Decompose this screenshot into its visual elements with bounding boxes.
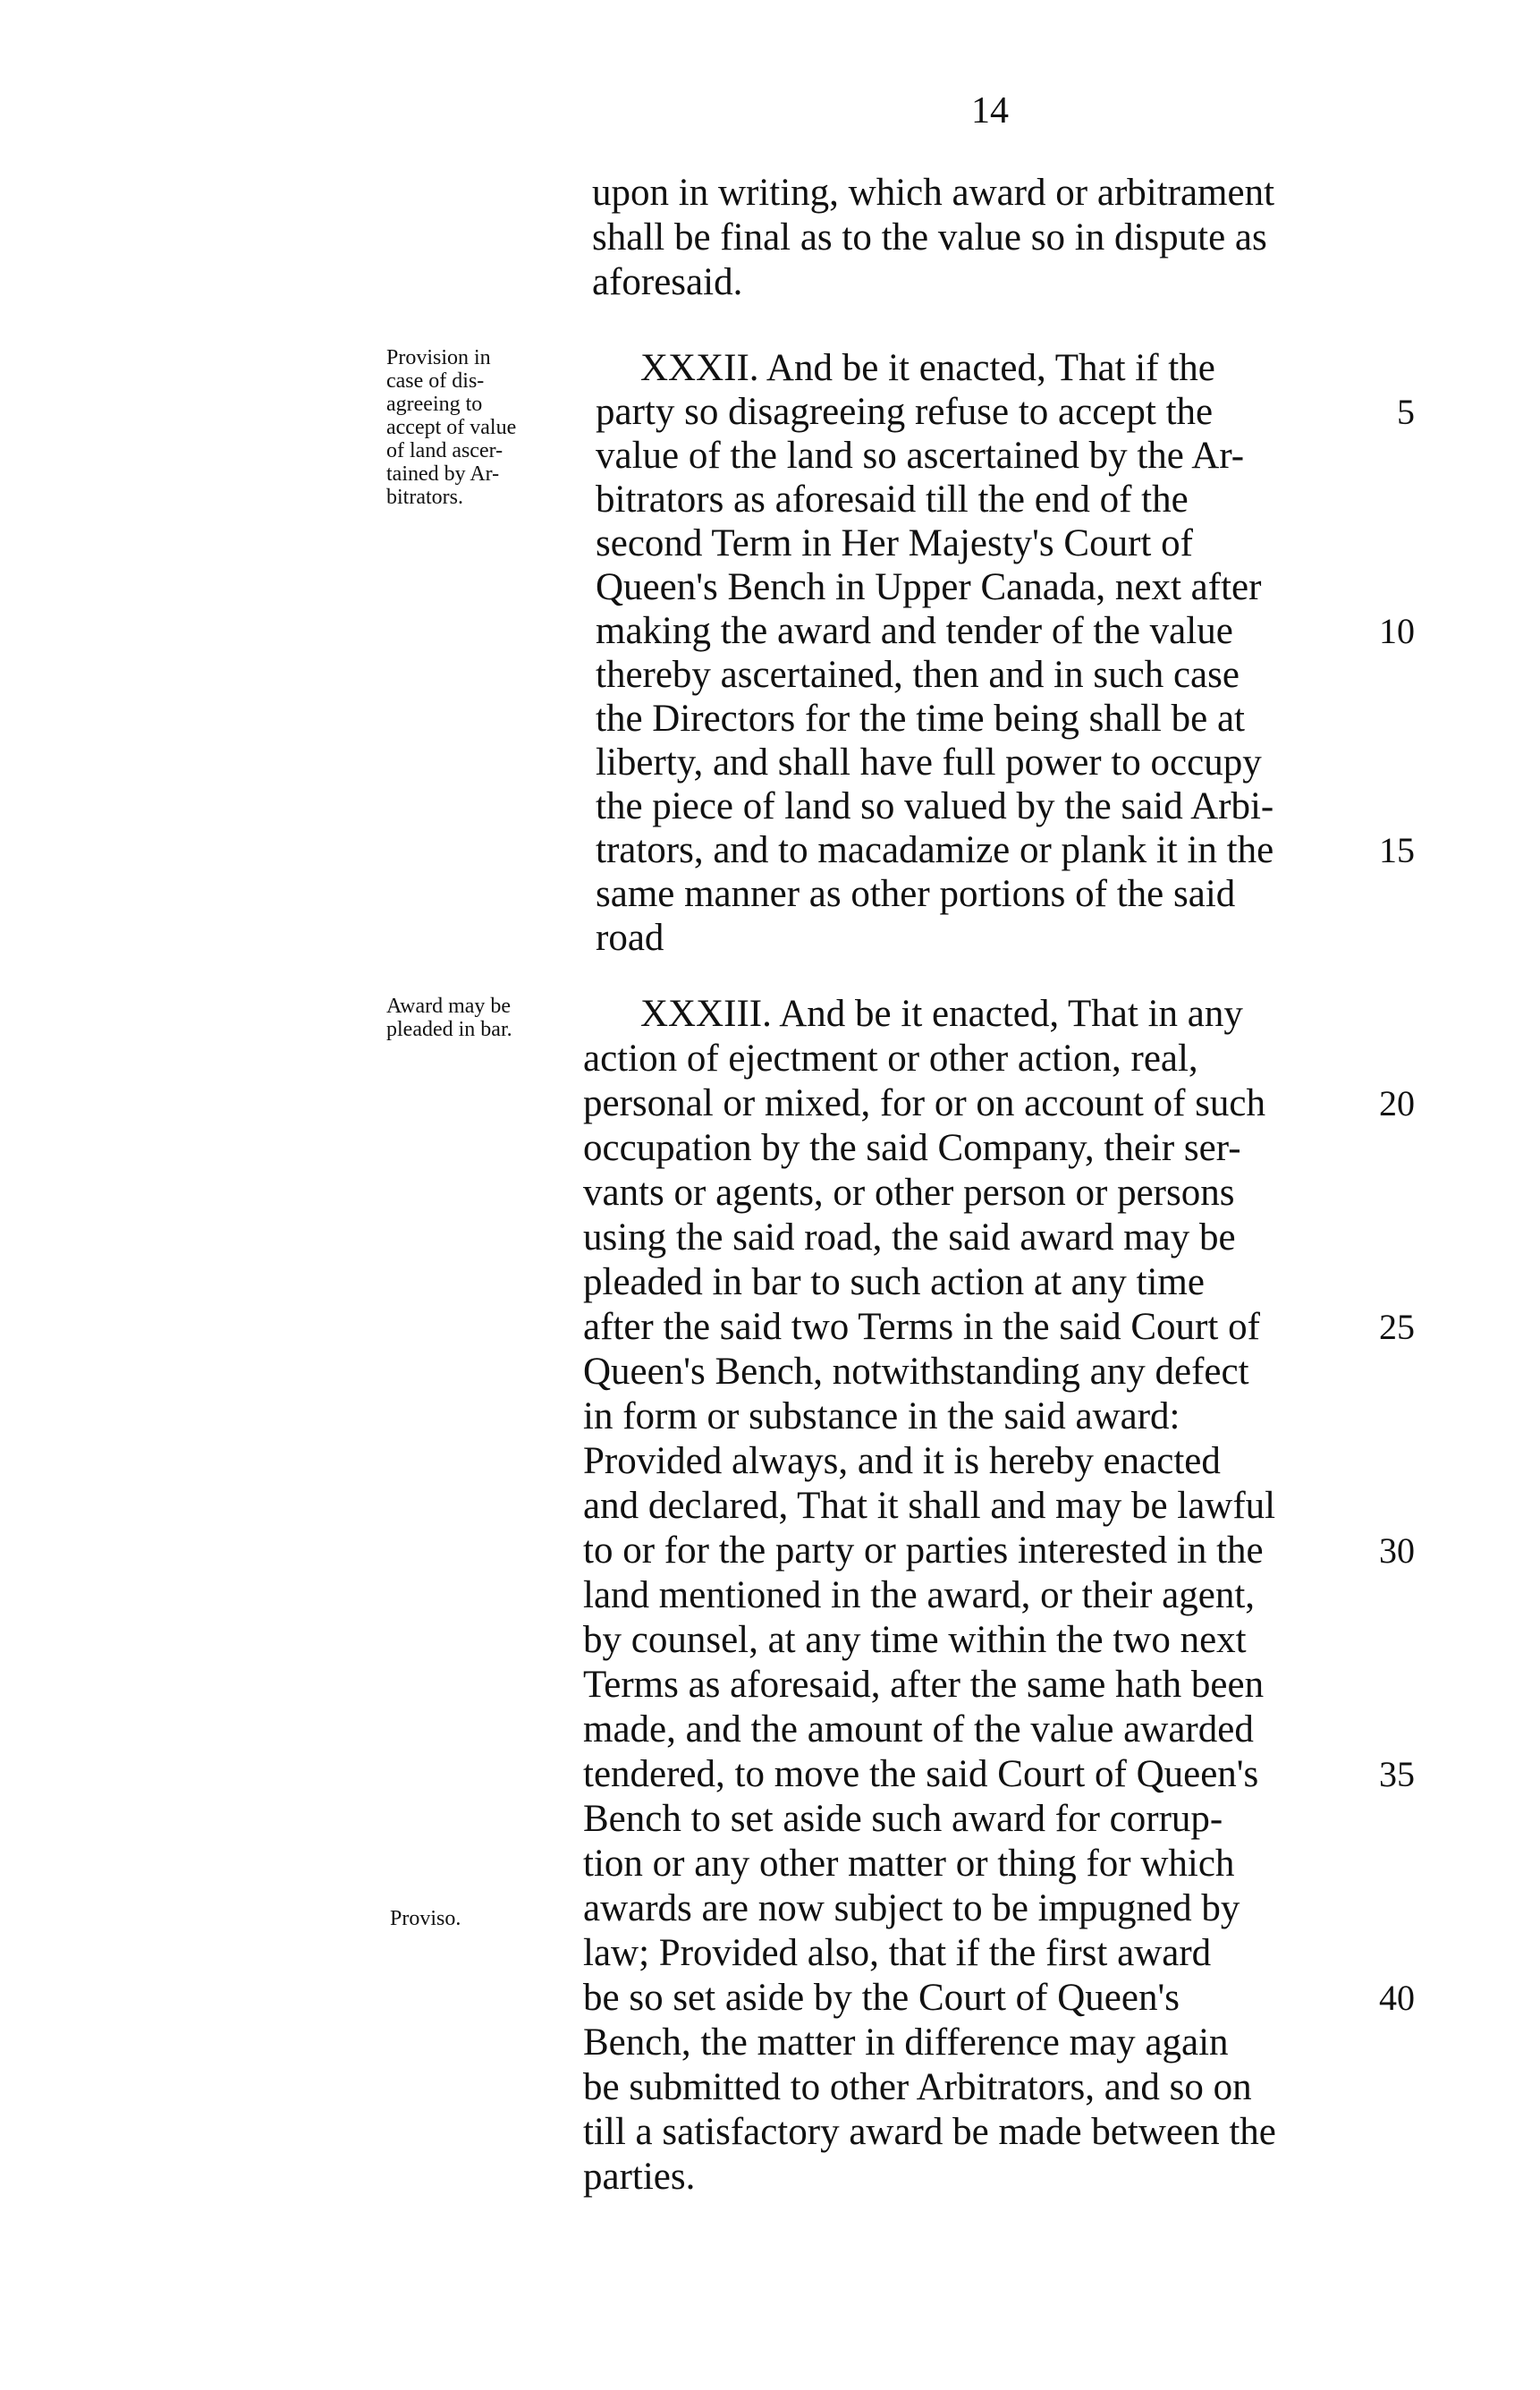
margin-note: Award may be xyxy=(386,995,512,1018)
line-number: 30 xyxy=(1379,1530,1415,1571)
body-line: pleaded in bar to such action at any time xyxy=(583,1261,1205,1303)
body-line: Terms as aforesaid, after the same hath been xyxy=(583,1664,1265,1706)
body-line: the piece of land so valued by the said Arbi- xyxy=(596,785,1274,827)
body-line: Bench, the matter in difference may again xyxy=(583,2021,1229,2064)
body-line: occupation by the said Company, their ser- xyxy=(583,1127,1241,1169)
margin-note: of land ascer- xyxy=(386,439,503,462)
body-line: making the award and tender of the value xyxy=(596,610,1233,652)
body-line: bitrators as aforesaid till the end of the xyxy=(596,479,1189,521)
body-line: aforesaid. xyxy=(592,261,743,303)
body-line: using the said road, the said award may be xyxy=(583,1216,1236,1259)
body-line: and declared, That it shall and may be lawful xyxy=(583,1485,1276,1527)
body-line: by counsel, at any time within the two next xyxy=(583,1619,1247,1661)
body-line: action of ejectment or other action, real, xyxy=(583,1038,1198,1080)
margin-note: accept of value xyxy=(386,416,517,439)
body-line: party so disagreeing refuse to accept the xyxy=(596,391,1214,433)
body-line: be so set aside by the Court of Queen's xyxy=(583,1977,1180,2019)
margin-note: bitrators. xyxy=(386,486,463,509)
section-heading-xxxii: XXXII. And be it enacted, That if the xyxy=(640,347,1215,389)
body-line: value of the land so ascertained by the Ar- xyxy=(596,435,1245,477)
line-number: 35 xyxy=(1379,1754,1415,1794)
body-line: trators, and to macadamize or plank it in the xyxy=(596,829,1274,871)
body-line: tion or any other matter or thing for which xyxy=(583,1843,1235,1885)
body-line: tendered, to move the said Court of Queen's xyxy=(583,1753,1259,1795)
margin-note: Proviso. xyxy=(390,1907,461,1930)
body-line: till a satisfactory award be made between the xyxy=(583,2111,1276,2153)
section-heading-xxxiii: XXXIII. And be it enacted, That in any xyxy=(640,993,1243,1035)
body-line: awards are now subject to be impugned by xyxy=(583,1887,1240,1929)
body-line: liberty, and shall have full power to occupy xyxy=(596,742,1262,784)
margin-note: tained by Ar- xyxy=(386,462,500,486)
line-number: 40 xyxy=(1379,1978,1415,2018)
line-number: 5 xyxy=(1397,392,1415,432)
body-line: personal or mixed, for or on account of such xyxy=(583,1082,1266,1124)
body-line: Provided always, and it is hereby enacted xyxy=(583,1440,1221,1482)
line-number: 20 xyxy=(1379,1083,1415,1123)
line-number: 10 xyxy=(1379,611,1415,651)
body-line: vants or agents, or other person or persons xyxy=(583,1172,1235,1214)
margin-note: pleaded in bar. xyxy=(386,1018,512,1041)
margin-note: Provision in xyxy=(386,346,491,369)
body-line: thereby ascertained, then and in such case xyxy=(596,654,1240,696)
body-line: road xyxy=(596,917,664,959)
line-number: 15 xyxy=(1379,830,1415,870)
body-line: Queen's Bench, notwithstanding any defect xyxy=(583,1351,1249,1393)
body-line: same manner as other portions of the said xyxy=(596,873,1236,915)
body-line: upon in writing, which award or arbitrament xyxy=(592,172,1275,214)
body-line: to or for the party or parties interested in the xyxy=(583,1530,1264,1572)
body-line: Queen's Bench in Upper Canada, next after xyxy=(596,566,1262,608)
line-number: 25 xyxy=(1379,1307,1415,1347)
body-line: law; Provided also, that if the first award xyxy=(583,1932,1212,1974)
body-line: Bench to set aside such award for corrup- xyxy=(583,1798,1223,1840)
body-line: land mentioned in the award, or their agent, xyxy=(583,1574,1256,1616)
body-line: the Directors for the time being shall be at xyxy=(596,698,1245,740)
margin-note: case of dis- xyxy=(386,369,485,393)
margin-note: agreeing to xyxy=(386,393,483,416)
body-line: be submitted to other Arbitrators, and so on xyxy=(583,2066,1252,2108)
body-line: after the said two Terms in the said Court of xyxy=(583,1306,1260,1348)
body-line: parties. xyxy=(583,2156,696,2198)
body-line: in form or substance in the said award: xyxy=(583,1395,1180,1437)
body-line: second Term in Her Majesty's Court of xyxy=(596,522,1193,564)
page-number: 14 xyxy=(971,90,1009,131)
body-line: shall be final as to the value so in dispute as xyxy=(592,216,1267,258)
body-line: made, and the amount of the value awarded xyxy=(583,1708,1254,1750)
